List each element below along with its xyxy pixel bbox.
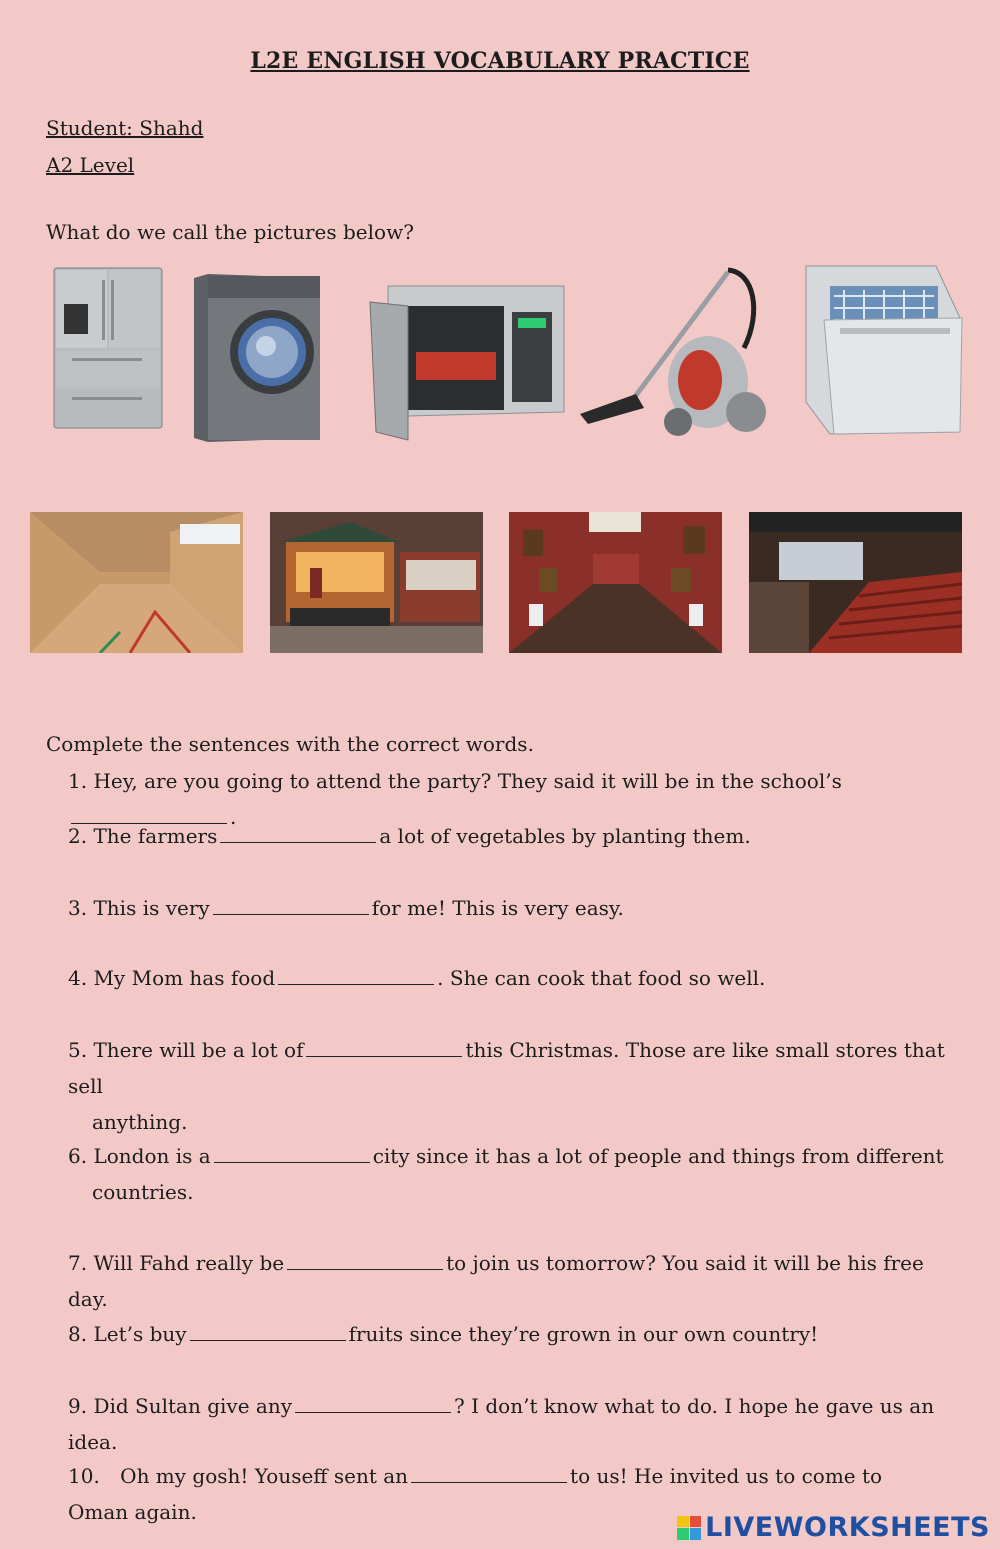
question-text-before: Will Fahd really be: [93, 1251, 285, 1275]
question-9: [68, 1388, 948, 1460]
question-text-after: this Christmas. Those are like small stores that sell: [68, 1038, 945, 1098]
question-number: 9.: [68, 1394, 88, 1418]
question-text-before: Hey, are you going to attend the party? They said it will be in the school’s: [93, 769, 842, 793]
gym-hall-photo: [30, 512, 243, 653]
liveworksheets-logo: [677, 1512, 990, 1543]
question-text-after: city since it has a lot of people and things from different: [372, 1144, 944, 1168]
question-text-after: a lot of vegetables by planting them.: [379, 824, 751, 848]
answer-blank[interactable]: [190, 1322, 346, 1341]
answer-blank[interactable]: [411, 1464, 567, 1483]
question-4: [68, 960, 948, 996]
question-text-after: to us! He invited us to come to Oman again.: [68, 1464, 883, 1524]
question-text-before: Oh my gosh! Youseff sent an: [120, 1464, 409, 1488]
sentences-prompt: Complete the sentences with the correct words.: [46, 732, 534, 756]
pictures-prompt: What do we call the pictures below?: [46, 220, 414, 244]
question-text-after: . She can cook that food so well.: [437, 966, 766, 990]
question-text-before: My Mom has food: [93, 966, 276, 990]
answer-blank[interactable]: [213, 896, 369, 915]
question-text-before: This is very: [93, 896, 210, 920]
answer-blank[interactable]: [306, 1038, 462, 1057]
answer-blank[interactable]: [287, 1251, 443, 1270]
answer-blank[interactable]: [295, 1394, 451, 1413]
brand-name: LIVEWORKSHEETS: [705, 1512, 990, 1543]
museum-gallery-photo: [509, 512, 722, 653]
question-continuation: anything.: [92, 1110, 188, 1134]
question-3: [68, 890, 948, 926]
question-number: 6.: [68, 1144, 88, 1168]
question-text-after: fruits since they’re grown in our own country!: [348, 1322, 819, 1346]
question-text-after: to join us tomorrow? You said it will be his free day.: [68, 1251, 924, 1311]
answer-blank[interactable]: [220, 824, 376, 843]
answer-blank[interactable]: [214, 1144, 370, 1163]
fridge-image: [52, 266, 164, 432]
liveworksheets-icon: [677, 1516, 701, 1540]
answer-blank[interactable]: [278, 966, 434, 985]
question-number: 3.: [68, 896, 88, 920]
question-text-before: Let’s buy: [93, 1322, 187, 1346]
question-text-after: .: [230, 805, 237, 829]
question-number: 10.: [68, 1464, 100, 1488]
washing-machine-image: [192, 272, 322, 444]
question-8: [68, 1316, 948, 1352]
question-7: [68, 1245, 948, 1317]
question-text-before: The farmers: [93, 824, 218, 848]
question-number: 2.: [68, 824, 88, 848]
question-continuation: countries.: [92, 1180, 194, 1204]
question-number: 1.: [68, 769, 88, 793]
question-text-before: There will be a lot of: [93, 1038, 304, 1062]
student-level: A2 Level: [46, 153, 135, 177]
question-number: 7.: [68, 1251, 88, 1275]
question-number: 5.: [68, 1038, 88, 1062]
question-number: 4.: [68, 966, 88, 990]
question-text-before: London is a: [93, 1144, 211, 1168]
question-text-after: for me! This is very easy.: [371, 896, 624, 920]
christmas-market-photo: [270, 512, 483, 653]
student-name: Student: Shahd: [46, 116, 204, 140]
dishwasher-image: [804, 262, 964, 436]
question-2: [68, 818, 948, 854]
question-number: 8.: [68, 1322, 88, 1346]
cinema-theater-photo: [749, 512, 962, 653]
worksheet-title: L2E ENGLISH VOCABULARY PRACTICE: [250, 48, 750, 74]
question-text-after: ? I don’t know what to do. I hope he gave us an idea.: [68, 1394, 935, 1454]
question-6: [68, 1138, 948, 1210]
vacuum-cleaner-image: [578, 262, 770, 444]
microwave-image: [368, 282, 566, 442]
question-5: [68, 1032, 948, 1140]
question-text-before: Did Sultan give any: [93, 1394, 293, 1418]
